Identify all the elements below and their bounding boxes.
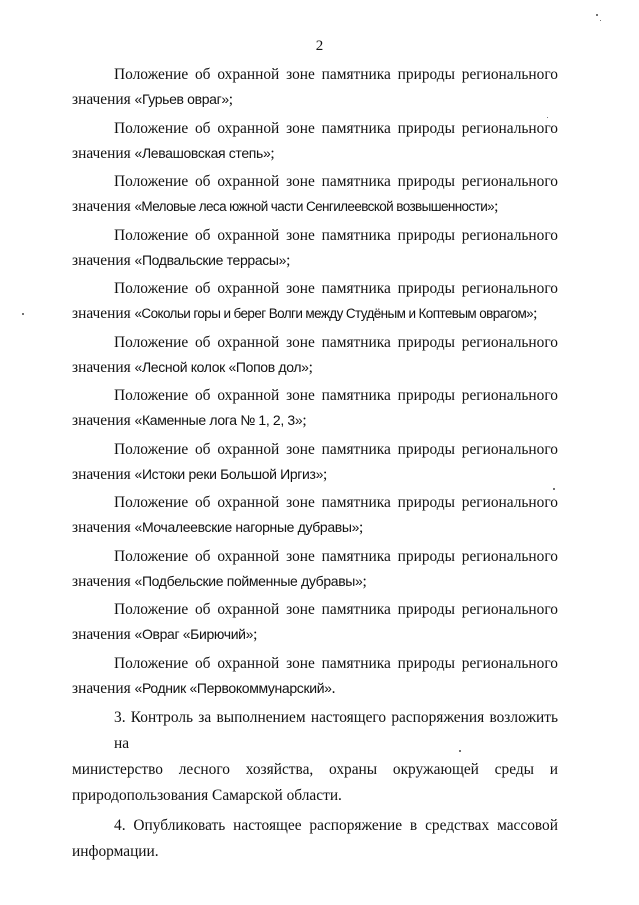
provision-line: Положение об охранной зоне памятника природы регионального — [114, 440, 558, 458]
paragraph-4-first-line: 4. Опубликовать настоящее распоряжение в средствах массовой — [114, 816, 558, 834]
paragraph-4-last-line: информации. — [72, 842, 159, 860]
scan-speck — [547, 117, 548, 118]
provision-line: Положение об охранной зоне памятника природы регионального — [114, 119, 558, 137]
value-prefix: значения — [72, 679, 135, 697]
monument-name: «Лесной колок «Попов дол» — [134, 358, 309, 375]
document-body — [72, 62, 558, 865]
monument-name: «Истоки реки Большой Иргиз» — [134, 465, 324, 482]
value-prefix: значения — [72, 626, 135, 643]
provision-line: Положение об охранной зоне памятника природы регионального — [114, 547, 558, 565]
paragraph-3-first-line: 3. Контроль за выполнением настоящего распоряжения возложить на — [114, 708, 558, 752]
list-item — [72, 490, 558, 540]
monument-name: «Мочалеевские нагорные дубравы» — [134, 519, 360, 535]
list-item — [72, 383, 558, 433]
item-suffix: ; — [228, 91, 234, 108]
provision-line: Положение об охранной зоне памятника природы регионального — [114, 387, 558, 404]
list-item — [72, 651, 558, 701]
list-item — [72, 544, 558, 594]
value-prefix: значения — [72, 412, 135, 429]
list-item — [72, 437, 558, 487]
paragraph-3 — [72, 705, 558, 809]
provision-line: Положение об охранной зоне памятника природы регионального — [114, 601, 558, 618]
list-item — [72, 223, 558, 273]
monument-name: «Каменные лога № 1, 2, 3» — [134, 412, 303, 428]
item-suffix: ; — [533, 305, 538, 322]
list-item — [72, 116, 558, 166]
item-suffix: ; — [494, 198, 499, 215]
value-prefix: значения — [72, 358, 135, 376]
monument-name: «Левашовская степь» — [134, 144, 271, 161]
provision-line: Положение об охранной зоне памятника природы регионального — [114, 66, 558, 83]
item-suffix: ; — [362, 572, 367, 590]
paragraph-3-middle-line: министерство лесного хозяйства, охраны окружающей среды и — [72, 760, 558, 778]
value-prefix: значения — [72, 465, 135, 483]
provision-line: Положение об охранной зоне памятника природы регионального — [114, 333, 558, 351]
scan-speck — [553, 488, 555, 490]
scan-speck — [22, 313, 24, 315]
value-prefix: значения — [72, 144, 135, 162]
item-suffix: . — [331, 679, 336, 697]
item-suffix: ; — [323, 465, 328, 483]
monument-name: «Гурьев овраг» — [134, 91, 229, 107]
value-prefix: значения — [72, 251, 135, 269]
monument-name: «Сокольи горы и берег Волги между Студёным и Коптевым оврагом» — [134, 306, 534, 321]
paragraph-3-last-line: природопользования Самарской области. — [72, 786, 342, 804]
item-suffix: ; — [253, 626, 258, 643]
list-item — [72, 62, 558, 112]
item-suffix: ; — [270, 144, 275, 162]
value-prefix: значения — [72, 305, 135, 322]
list-item — [72, 169, 558, 219]
scan-speck — [459, 750, 461, 752]
monument-name: «Меловые леса южной части Сенгилеевской возвышенности» — [134, 199, 495, 214]
provision-line: Положение об охранной зоне памятника природы регионального — [114, 654, 558, 672]
item-suffix: ; — [359, 519, 364, 536]
list-item — [72, 597, 558, 647]
paragraph-4 — [72, 813, 558, 865]
monument-name: «Подбельские пойменные дубравы» — [134, 572, 363, 589]
value-prefix: значения — [72, 572, 135, 590]
monument-name: «Овраг «Бирючий» — [134, 626, 254, 642]
item-suffix: ; — [308, 358, 313, 376]
monument-name: «Подвальские террасы» — [134, 251, 287, 268]
scan-speck — [600, 20, 601, 21]
list-item — [72, 276, 558, 326]
value-prefix: значения — [72, 91, 135, 108]
provision-line: Положение об охранной зоне памятника природы регионального — [114, 280, 558, 297]
list-item — [72, 330, 558, 380]
provision-line: Положение об охранной зоне памятника природы регионального — [114, 494, 558, 511]
item-suffix: ; — [286, 251, 291, 269]
value-prefix: значения — [72, 519, 135, 536]
value-prefix: значения — [72, 198, 135, 215]
monument-name: «Родник «Первокоммунарский» — [134, 679, 332, 696]
provision-line: Положение об охранной зоне памятника природы регионального — [114, 173, 558, 190]
provision-line: Положение об охранной зоне памятника природы регионального — [114, 226, 558, 244]
item-suffix: ; — [302, 412, 307, 429]
scan-speck — [596, 14, 598, 16]
page-number: 2 — [315, 38, 324, 54]
